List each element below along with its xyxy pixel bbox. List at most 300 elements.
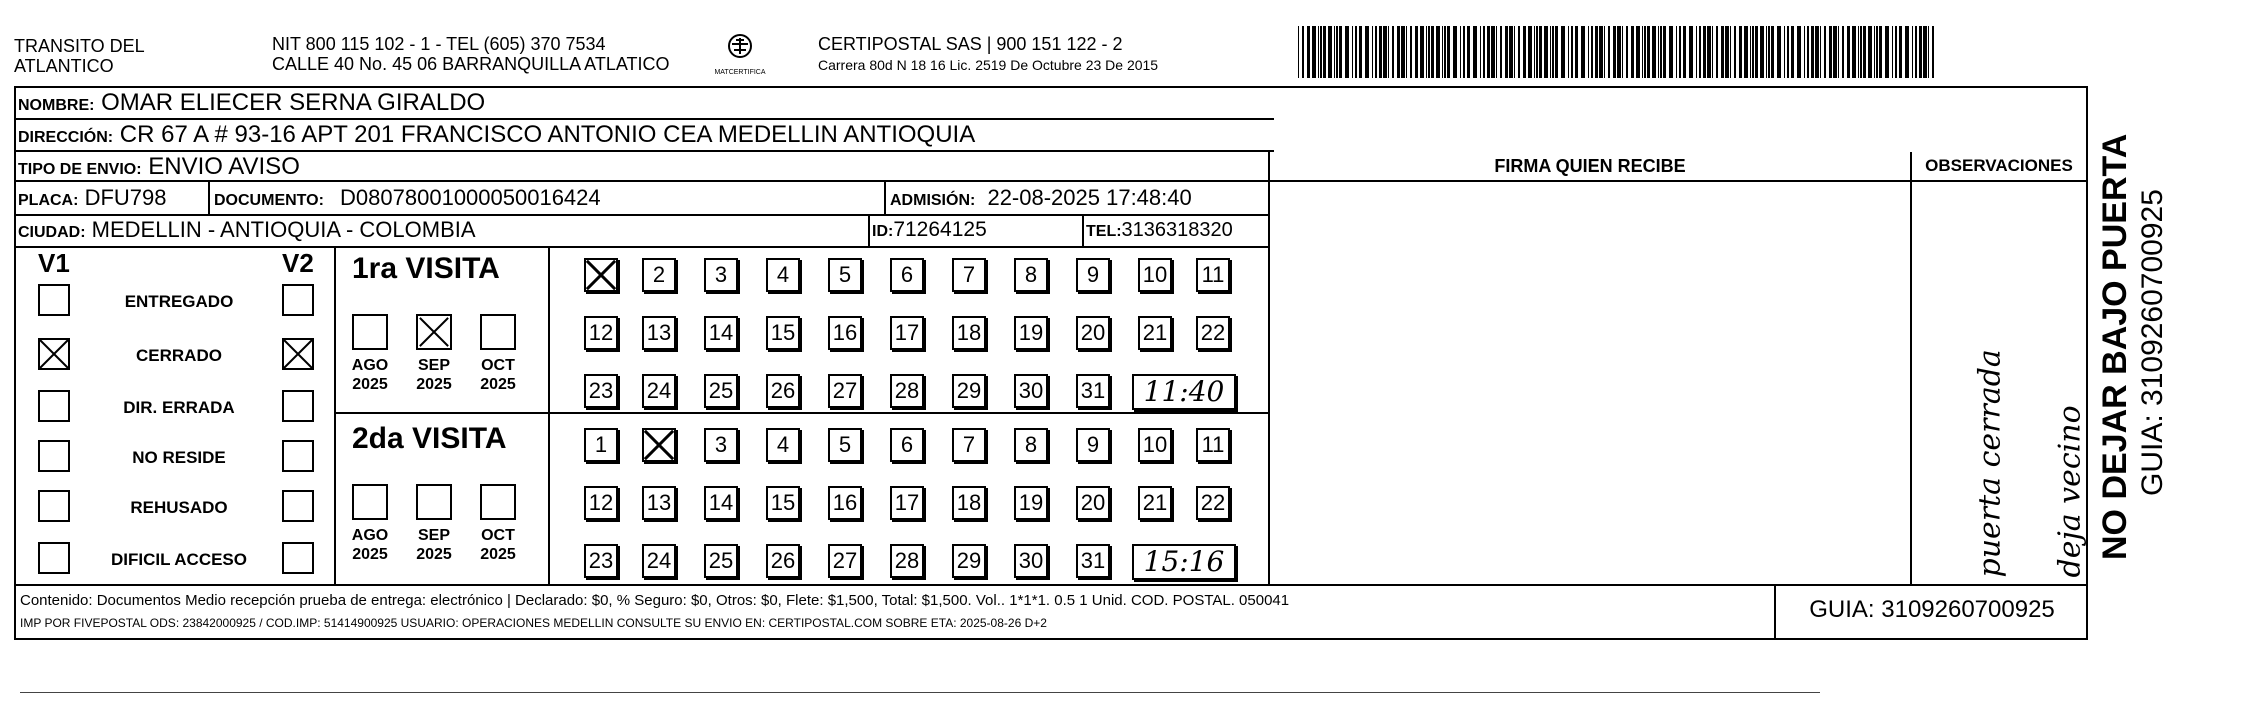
day-box[interactable]: 23 — [584, 544, 618, 578]
day-box[interactable]: 26 — [766, 374, 800, 408]
barcode-bar — [1544, 26, 1548, 78]
scan-edge — [20, 692, 1820, 693]
barcode-bar — [1320, 26, 1322, 78]
observations-handwriting — [1920, 190, 2088, 580]
barcode-bar — [1928, 26, 1929, 78]
barcode-bar — [1379, 26, 1382, 78]
barcode-bar — [1622, 26, 1623, 78]
day-box[interactable]: 19 — [1014, 486, 1048, 520]
day-box[interactable]: 10 — [1138, 428, 1172, 462]
barcode-bar — [1410, 26, 1412, 78]
barcode-bar — [1863, 26, 1866, 78]
barcode-bar — [1436, 26, 1440, 78]
footer-print-line: IMP POR FIVEPOSTAL ODS: 23842000925 / COD.IMP: 51414900925 USUARIO: OPERACIONES MEDELLIN CONSULTE SU ENVIO EN: CERTIPOSTAL.COM SOBRE ETA: 2025-08-26 D+2 — [20, 616, 1047, 630]
barcode-bar — [1392, 26, 1394, 78]
admission-value: 22-08-2025 17:48:40 — [987, 185, 1192, 210]
visit-time[interactable]: 11:40 — [1132, 374, 1236, 410]
barcode-bar — [1721, 26, 1724, 78]
barcode-bar — [1509, 26, 1513, 78]
status-label: DIFICIL ACCESO — [110, 550, 247, 569]
name-label: NOMBRE: — [18, 97, 95, 114]
barcode-bar — [1372, 26, 1373, 78]
barcode-bar — [1428, 26, 1430, 78]
barcode-bar — [1626, 26, 1628, 78]
barcode-bar — [1824, 26, 1826, 78]
month-year: 2025 — [416, 546, 452, 563]
status-label: NO RESIDE — [132, 448, 226, 467]
month-label — [470, 356, 526, 394]
barcode-bar — [1581, 26, 1585, 78]
barcode-bar — [1744, 26, 1748, 78]
day-box[interactable] — [584, 258, 618, 292]
barcode-bar — [1647, 26, 1650, 78]
admission-label: ADMISIÓN: — [890, 192, 976, 209]
day-box[interactable]: 12 — [584, 486, 618, 520]
barcode-bar — [1595, 26, 1598, 78]
barcode-bar — [1318, 26, 1319, 78]
v2-checkbox[interactable] — [282, 542, 314, 574]
barcode-bar — [1784, 26, 1785, 78]
day-box[interactable]: 22 — [1196, 316, 1230, 350]
barcode-bar — [1491, 26, 1495, 78]
handwriting-line-1: puerta cerrada — [1972, 349, 2008, 578]
month-name: SEP — [417, 357, 450, 374]
day-box[interactable]: 6 — [890, 428, 924, 462]
barcode-bar — [1575, 26, 1578, 78]
barcode-bar — [1829, 26, 1832, 78]
barcode-bar — [1608, 26, 1610, 78]
barcode-bar — [1833, 26, 1837, 78]
shipping-label: TIPO DE ENVIO: — [18, 161, 142, 178]
day-box[interactable]: 8 — [1014, 428, 1048, 462]
month-name: AGO — [351, 527, 389, 544]
barcode-bar — [1328, 26, 1332, 78]
barcode-bar — [1467, 26, 1470, 78]
month-name: OCT — [481, 357, 515, 374]
tel-label: TEL: — [1086, 223, 1122, 240]
month-checkbox[interactable] — [416, 314, 452, 350]
month-label — [406, 356, 462, 394]
day-box[interactable]: 25 — [704, 544, 738, 578]
barcode-bar — [1919, 26, 1922, 78]
month-label — [342, 356, 398, 394]
barcode-bar — [1820, 26, 1821, 78]
visit-title: 1ra VISITA — [352, 252, 500, 285]
admission-cell — [890, 184, 1266, 214]
v2-checkbox[interactable] — [282, 284, 314, 316]
day-box[interactable]: 14 — [704, 486, 738, 520]
barcode-bar — [1811, 26, 1814, 78]
month-checkbox[interactable] — [480, 314, 516, 350]
barcode-bar — [1699, 26, 1701, 78]
certipostal-line: CERTIPOSTAL SAS | 900 151 122 - 2 — [818, 34, 1123, 54]
barcode-bar — [1571, 26, 1573, 78]
barcode-bar — [1528, 26, 1532, 78]
barcode-bar — [1555, 26, 1558, 78]
certipostal-block — [818, 34, 1158, 73]
barcode-bar — [1613, 26, 1616, 78]
v2-checkbox[interactable] — [282, 338, 314, 370]
day-box[interactable]: 13 — [642, 486, 676, 520]
v2-label: V2 — [282, 248, 314, 278]
barcode-bar — [1514, 26, 1515, 78]
barcode-bar — [1453, 26, 1457, 78]
nit-block — [272, 34, 670, 74]
day-box[interactable]: 7 — [952, 428, 986, 462]
barcode-bar — [1323, 26, 1326, 78]
day-box[interactable]: 21 — [1138, 486, 1172, 520]
barcode-bar — [1523, 26, 1526, 78]
barcode-bar — [1899, 26, 1902, 78]
barcode-bar — [1752, 26, 1754, 78]
barcode-bar — [1352, 26, 1353, 78]
day-box[interactable]: 7 — [952, 258, 986, 292]
v1-label: V1 — [38, 248, 70, 278]
barcode-bar — [1302, 26, 1304, 78]
v1-checkbox[interactable] — [38, 542, 70, 574]
day-box[interactable]: 19 — [1014, 316, 1048, 350]
day-box[interactable]: 29 — [952, 544, 986, 578]
barcode-bar — [1431, 26, 1434, 78]
barcode-bar — [1568, 26, 1569, 78]
barcode-bar — [1406, 26, 1407, 78]
barcode-bar — [1703, 26, 1706, 78]
barcode-bar — [1750, 26, 1751, 78]
barcode-bar — [1500, 26, 1502, 78]
barcode-bar — [1707, 26, 1711, 78]
barcode-bar — [1518, 26, 1520, 78]
barcode-bar — [1591, 26, 1593, 78]
city-value: MEDELLIN - ANTIOQUIA - COLOMBIA — [91, 217, 476, 242]
barcode-bar — [1852, 26, 1856, 78]
document-label: DOCUMENTO: — [214, 192, 324, 209]
day-box[interactable]: 2 — [642, 258, 676, 292]
barcode-bar — [1339, 26, 1342, 78]
nit-line: NIT 800 115 102 - 1 - TEL (605) 370 7534 — [272, 34, 606, 54]
day-box[interactable]: 17 — [890, 316, 924, 350]
day-box[interactable]: 11 — [1196, 258, 1230, 292]
barcode-bar — [1636, 26, 1640, 78]
shipping-row — [14, 152, 1268, 182]
v1-checkbox[interactable] — [38, 490, 70, 522]
barcode-bar — [1858, 26, 1859, 78]
barcode — [1298, 22, 1938, 82]
barcode-bar — [1447, 26, 1450, 78]
month-year: 2025 — [352, 376, 388, 393]
side-warning: NO DEJAR BAJO PUERTA — [2096, 133, 2134, 560]
barcode-bar — [1359, 26, 1362, 78]
license-line: Carrera 80d N 18 16 Lic. 2519 De Octubre 23 De 2015 — [818, 57, 1159, 73]
mintransporte-logo — [710, 32, 770, 78]
barcode-bar — [1683, 26, 1686, 78]
document-value: D08078001000050016424 — [340, 185, 601, 210]
barcode-bar — [1473, 26, 1477, 78]
address-line: CALLE 40 No. 45 06 BARRANQUILLA ATLATICO — [272, 54, 670, 74]
v2-checkbox[interactable] — [282, 390, 314, 422]
barcode-bar — [1739, 26, 1742, 78]
barcode-bar — [1652, 26, 1656, 78]
barcode-bar — [1676, 26, 1677, 78]
tel-cell — [1086, 216, 1268, 246]
day-box[interactable]: 30 — [1014, 544, 1048, 578]
visit-title: 2da VISITA — [352, 422, 507, 455]
city-label: CIUDAD: — [18, 224, 86, 241]
name-row — [14, 88, 1274, 120]
org-name-line1: TRANSITO DEL — [14, 36, 145, 56]
barcode-bar — [1923, 26, 1927, 78]
barcode-bar — [1874, 26, 1875, 78]
shipping-type: ENVIO AVISO — [148, 153, 300, 180]
barcode-bar — [1336, 26, 1338, 78]
barcode-bar — [1915, 26, 1917, 78]
barcode-bar — [1483, 26, 1485, 78]
day-box[interactable]: 31 — [1076, 374, 1110, 408]
month-name: OCT — [481, 527, 515, 544]
day-box[interactable]: 16 — [828, 316, 862, 350]
plate-cell — [18, 184, 208, 214]
barcode-bar — [1415, 26, 1418, 78]
barcode-bar — [1312, 26, 1316, 78]
barcode-bar — [1663, 26, 1666, 78]
barcode-bar — [1815, 26, 1819, 78]
barcode-bar — [1604, 26, 1605, 78]
status-label: DIR. ERRADA — [123, 398, 235, 417]
month-checkbox[interactable] — [480, 484, 516, 520]
svg-text:MATCERTIFICA: MATCERTIFICA — [714, 69, 766, 76]
barcode-bar — [1847, 26, 1850, 78]
day-box[interactable]: 11 — [1196, 428, 1230, 462]
side-guia: GUIA: 3109260700925 — [2136, 189, 2169, 496]
barcode-bar — [1397, 26, 1400, 78]
barcode-bar — [1298, 26, 1299, 78]
day-box[interactable]: 24 — [642, 374, 676, 408]
barcode-bar — [1345, 26, 1349, 78]
barcode-bar — [1561, 26, 1565, 78]
barcode-bar — [1505, 26, 1508, 78]
barcode-bar — [1375, 26, 1377, 78]
month-label — [406, 526, 462, 564]
day-box[interactable]: 20 — [1076, 486, 1110, 520]
signature-area[interactable] — [1272, 184, 1908, 582]
v1-checkbox[interactable] — [38, 284, 70, 316]
day-box[interactable]: 28 — [890, 374, 924, 408]
barcode-bar — [1426, 26, 1427, 78]
barcode-bar — [1734, 26, 1736, 78]
document-cell — [214, 184, 884, 214]
v1-checkbox[interactable] — [38, 390, 70, 422]
barcode-bar — [1787, 26, 1789, 78]
org-name — [14, 36, 145, 76]
address-row — [14, 120, 1274, 152]
barcode-bar — [1725, 26, 1729, 78]
day-box[interactable]: 9 — [1076, 428, 1110, 462]
barcode-bar — [1539, 26, 1542, 78]
barcode-bar — [1777, 26, 1781, 78]
barcode-bar — [1552, 26, 1554, 78]
handwriting-line-2: deja vecino — [2052, 405, 2088, 578]
barcode-bar — [1838, 26, 1839, 78]
barcode-bar — [1631, 26, 1634, 78]
barcode-bar — [1599, 26, 1603, 78]
barcode-bar — [1658, 26, 1659, 78]
barcode-bar — [1689, 26, 1693, 78]
barcode-bar — [1712, 26, 1713, 78]
day-box[interactable]: 15 — [766, 486, 800, 520]
barcode-bar — [1642, 26, 1643, 78]
day-box[interactable]: 28 — [890, 544, 924, 578]
barcode-bar — [1760, 26, 1764, 78]
day-box[interactable]: 5 — [828, 258, 862, 292]
barcode-bar — [1842, 26, 1844, 78]
day-box[interactable]: 27 — [828, 544, 862, 578]
barcode-bar — [1755, 26, 1758, 78]
day-box[interactable]: 1 — [584, 428, 618, 462]
month-label — [342, 526, 398, 564]
day-box[interactable]: 4 — [766, 428, 800, 462]
month-year: 2025 — [416, 376, 452, 393]
month-name: SEP — [417, 527, 450, 544]
barcode-bar — [1334, 26, 1335, 78]
barcode-bar — [1679, 26, 1681, 78]
id-value: 71264125 — [893, 218, 987, 241]
barcode-bar — [1895, 26, 1897, 78]
barcode-bar — [1912, 26, 1913, 78]
month-checkbox[interactable] — [352, 484, 388, 520]
plate-value: DFU798 — [84, 185, 167, 210]
day-box[interactable]: 4 — [766, 258, 800, 292]
day-box[interactable]: 18 — [952, 486, 986, 520]
day-box[interactable]: 25 — [704, 374, 738, 408]
day-box[interactable]: 6 — [890, 258, 924, 292]
month-year: 2025 — [480, 546, 516, 563]
day-box[interactable]: 21 — [1138, 316, 1172, 350]
month-checkbox[interactable] — [416, 484, 452, 520]
day-box[interactable]: 29 — [952, 374, 986, 408]
barcode-bar — [1669, 26, 1673, 78]
barcode-bar — [1868, 26, 1872, 78]
day-box[interactable]: 20 — [1076, 316, 1110, 350]
month-checkbox[interactable] — [352, 314, 388, 350]
barcode-bar — [1383, 26, 1387, 78]
barcode-bar — [1460, 26, 1461, 78]
day-box[interactable]: 26 — [766, 544, 800, 578]
barcode-bar — [1401, 26, 1405, 78]
day-box[interactable]: 9 — [1076, 258, 1110, 292]
day-box[interactable]: 16 — [828, 486, 862, 520]
observations-label: OBSERVACIONES — [1925, 156, 2073, 175]
v2-checkbox[interactable] — [282, 440, 314, 472]
barcode-bar — [1480, 26, 1481, 78]
barcode-bar — [1420, 26, 1424, 78]
day-box[interactable]: 31 — [1076, 544, 1110, 578]
barcode-bar — [1617, 26, 1621, 78]
barcode-bar — [1355, 26, 1357, 78]
visit-time[interactable]: 15:16 — [1132, 544, 1236, 580]
footer-content-line: Contenido: Documentos Medio recepción prueba de entrega: electrónico | Declarado: $0, % Seguro: $0, Otros: $0, Flete: $1,500, Total: $1,500. Vol.. 1*1*1. 0.5 1 Unid. COD. POSTAL. 050041 — [20, 592, 1290, 609]
day-box[interactable]: 12 — [584, 316, 618, 350]
barcode-bar — [1644, 26, 1646, 78]
day-box[interactable]: 30 — [1014, 374, 1048, 408]
day-box[interactable]: 24 — [642, 544, 676, 578]
barcode-bar — [1797, 26, 1801, 78]
day-box[interactable]: 8 — [1014, 258, 1048, 292]
barcode-bar — [1768, 26, 1770, 78]
status-label: REHUSADO — [130, 498, 228, 517]
day-box[interactable]: 10 — [1138, 258, 1172, 292]
day-box[interactable]: 3 — [704, 258, 738, 292]
barcode-bar — [1534, 26, 1535, 78]
day-box[interactable]: 14 — [704, 316, 738, 350]
plate-label: PLACA: — [18, 192, 79, 209]
day-box[interactable]: 22 — [1196, 486, 1230, 520]
barcode-bar — [1860, 26, 1862, 78]
signature-label: FIRMA QUIEN RECIBE — [1494, 156, 1686, 176]
barcode-bar — [1588, 26, 1589, 78]
barcode-bar — [1879, 26, 1882, 78]
month-year: 2025 — [480, 376, 516, 393]
day-box[interactable]: 27 — [828, 374, 862, 408]
day-box[interactable]: 5 — [828, 428, 862, 462]
barcode-bar — [1876, 26, 1878, 78]
status-label: ENTREGADO — [124, 292, 234, 311]
day-box[interactable]: 3 — [704, 428, 738, 462]
day-box[interactable]: 17 — [890, 486, 924, 520]
id-cell — [872, 216, 1082, 246]
barcode-bar — [1696, 26, 1697, 78]
id-label: ID: — [872, 223, 894, 240]
barcode-bar — [1487, 26, 1490, 78]
barcode-bar — [1766, 26, 1767, 78]
barcode-bar — [1388, 26, 1389, 78]
day-box[interactable]: 23 — [584, 374, 618, 408]
day-box[interactable]: 18 — [952, 316, 986, 350]
barcode-bar — [1892, 26, 1893, 78]
month-name: AGO — [351, 357, 389, 374]
month-year: 2025 — [352, 546, 388, 563]
barcode-bar — [1804, 26, 1805, 78]
city-cell — [18, 216, 868, 246]
barcode-bar — [1791, 26, 1794, 78]
barcode-bar — [1771, 26, 1774, 78]
barcode-bar — [1932, 26, 1934, 78]
barcode-bar — [1442, 26, 1443, 78]
recipient-address: CR 67 A # 93-16 APT 201 FRANCISCO ANTONIO CEA MEDELLIN ANTIOQUIA — [119, 121, 976, 148]
day-box[interactable]: 15 — [766, 316, 800, 350]
status-label: CERRADO — [136, 346, 222, 365]
day-box[interactable] — [642, 428, 676, 462]
recipient-name: OMAR ELIECER SERNA GIRALDO — [101, 89, 486, 116]
barcode-bar — [1444, 26, 1446, 78]
barcode-bar — [1496, 26, 1497, 78]
org-name-line2: ATLANTICO — [14, 56, 114, 76]
day-box[interactable]: 13 — [642, 316, 676, 350]
barcode-bar — [1716, 26, 1718, 78]
barcode-bar — [1536, 26, 1538, 78]
v1-checkbox[interactable] — [38, 440, 70, 472]
v1-checkbox[interactable] — [38, 338, 70, 370]
tel-value: 3136318320 — [1121, 219, 1233, 241]
barcode-bar — [1463, 26, 1465, 78]
barcode-bar — [1660, 26, 1662, 78]
barcode-bar — [1307, 26, 1310, 78]
v2-checkbox[interactable] — [282, 490, 314, 522]
month-label — [470, 526, 526, 564]
barcode-bar — [1885, 26, 1889, 78]
barcode-bar — [1365, 26, 1369, 78]
footer-guia: GUIA: 3109260700925 — [1809, 596, 2055, 623]
barcode-bar — [1905, 26, 1909, 78]
barcode-bar — [1807, 26, 1809, 78]
